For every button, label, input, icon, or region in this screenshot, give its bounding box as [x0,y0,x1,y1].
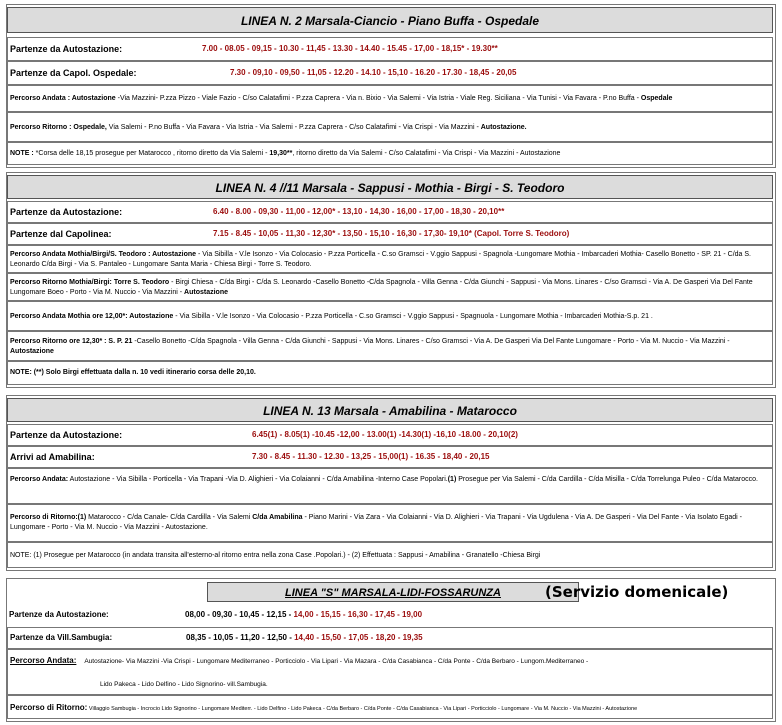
line13-dep-auto-times: 6.45(1) - 8.05(1) -10.45 -12,00 - 13.00(1) -14.30(1) -16,10 -18.00 - 20,10(2) [252,430,518,439]
line4-ritorno12-row [7,331,773,361]
line13-arr-label: Arrivi ad Amabilina: [10,452,95,462]
lineS-ritorno-row [7,695,773,719]
line2-ritorno-end: Autostazione. [480,124,527,131]
line2-block [6,4,776,168]
line2-dep-osp-label: Partenze da Capol. Ospedale: [10,68,137,78]
line13-ritorno-route-2: - Piano Marini - Via Zara - Via Colaianni - Via D. Alighieri - Via Trapani - Via Ugdulena - Via A. De Gasperi - Via Del Fante - Via Isolato Egadi - Lungomare - Porto - Via M. Nuccio - Via Mazzini - Autostazione. [10,514,742,531]
line4-ritorno12-text [10,337,770,357]
lineS-andata-text [10,656,588,667]
line2-dep-auto-row [7,37,773,61]
line4-note-label: NOTE: [10,369,32,376]
lineS-dep-auto-row [7,605,773,627]
line13-note-text: NOTE: (1) Prosegue per Matarocco (in andata transita all'esterno-al ritorno entra nella zona Case .Popolari.) - (2) Effettuata : Sappusi - Amabilina - Granatello -Chiesa Birgi [10,552,541,559]
line13-dep-auto-row [7,424,773,446]
line13-title: LINEA N. 13 Marsala - Amabilina - Matarocco [7,398,773,422]
line4-andata-text [10,250,770,270]
line13-dep-auto-label: Partenze da Autostazione: [10,430,123,440]
line4-andata-row [7,245,773,273]
line4-note-text [10,368,256,378]
line2-ritorno-text [10,123,527,133]
line4-title: LINEA N. 4 //11 Marsala - Sappusi - Mothia - Birgi - S. Teodoro [7,175,773,199]
lineS-andata-row [7,649,773,695]
lineS-dep-auto-times-red: 14,00 - 15,15 - 16,30 - 17,45 - 19,00 [293,610,423,619]
line2-note-label: NOTE : [10,150,34,157]
line4-ritorno-label: Percorso Ritorno Mothia/Birgi: Torre S. Teodoro [10,279,170,286]
line2-andata-text [10,94,672,104]
line13-ritorno-label: Percorso di Ritorno:(1) [10,514,87,521]
lineS-andata-label: Percorso Andata: [10,656,77,665]
line2-note-body-2: , ritorno diretto da Via Salemi - C/so Calatafimi - Via Crispi - Via Mazzini - Autostazione [292,150,561,157]
line13-ritorno-text [10,513,770,533]
lineS-ritorno-text [10,703,637,714]
line4-dep-auto-row [7,201,773,223]
lineS-dep-auto-times-black: 08,00 - 09,30 - 10,45 - 12,15 - [185,610,294,619]
line4-ritorno12-end: Autostazione [10,348,54,355]
line4-andata12-route: - Via Sibilla - V.le Isonzo - Via Colocasio - P.zza Porticella - C.so Gramsci - V.ggio Sappusi - Spagnuola - Lungomare Mothia - Imbarcaderi Mothia-S.p. 21 . [173,313,653,320]
line4-andata-label: Percorso Andata Mothia/Birgi/S. Teodoro : Autostazione [10,251,197,258]
line4-dep-auto-label: Partenze da Autostazione: [10,207,123,217]
line4-note-row [7,361,773,385]
lineS-dep-vill-label: Partenze da Vill.Sambugia: [10,633,113,642]
line2-andata-end: Ospedale [640,95,673,102]
line13-note-row [7,542,773,568]
line4-dep-cap-row [7,223,773,245]
line2-title: LINEA N. 2 Marsala-Ciancio - Piano Buffa - Ospedale [7,7,773,33]
line4-ritorno12-route: -Casello Bonetto -C/da Spagnola - Villa Genna - C/da Giunchi - Sappusi - Via Mons. Linares - C/so Gramsci - Via A. De Gasperi Via Del Fante Lungomare - Porto - Via M. Nuccio - Via Mazzini - [132,338,730,345]
line13-andata-bold: (1) [447,476,457,483]
line4-andata12-row [7,301,773,331]
lineS-ritorno-route: Villaggio Sambugia - Incrocio Lido Signorino - Lungomare Mediterr. - Lido Delfino - Lido Pakeca - C/da Berbaro - C/da Ponte - C/da Casabianca - Via Lipari - Porticciolo - Lungomare - Via M. Nuccio - Via Mazzini - Autostazione [87,706,638,712]
lineS-dep-auto-times [185,610,422,619]
line13-andata-route: Autostazione - Via Sibilla - Porticella - Via Trapani -Via D. Alighieri - Via Colaianni - C/da Amabilina -Interno Case Popolari. [68,476,448,483]
line4-block [6,172,776,388]
line13-ritorno-bold: C/da Amabilina [252,514,303,521]
lineS-dep-vill-times-black: 08,35 - 10,05 - 11,20 - 12,50 - [186,633,295,642]
lineS-dep-vill-row [7,627,773,649]
lineS-ritorno-label: Percorso di Ritorno: [10,703,88,712]
lineS-service: (Servizio domenicale) [545,583,729,601]
line2-ritorno-label: Percorso Ritorno : Ospedale, [10,124,107,131]
line4-ritorno-row [7,273,773,301]
line2-note-bold: 19,30** [269,150,293,157]
line4-dep-cap-label: Partenze dal Capolinea: [10,229,112,239]
line4-note-body: (**) Solo Birgi effettuata dalla n. 10 vedi itinerario corsa delle 20,10. [31,369,256,376]
line2-andata-label: Percorso Andata : Autostazione [10,95,116,102]
lineS-dep-vill-times [186,633,423,642]
line2-andata-row [7,85,773,112]
line13-ritorno-row [7,504,773,542]
line2-ritorno-row [7,112,773,142]
line2-andata-route: -Via Mazzini- P.zza Pizzo - Viale Fazio - C/so Calatafimi - P.zza Caprera - Via n. Bixio - Via Salemi - Via Istria - Viale Reg. Siciliana - Via Tunisi - Via Favara - P.no Buffa - [115,95,641,102]
line2-note-row [7,142,773,165]
lineS-andata-text-2: Lido Pakeca - Lido Delfino - Lido Signorino- vill.Sambugia. [100,681,268,688]
lineS-title: LINEA "S" MARSALA-LIDI-FOSSARUNZA [207,582,579,602]
line2-dep-auto-times: 7.00 - 08.05 - 09,15 - 10.30 - 11,45 - 13.30 - 14.40 - 15.45 - 17,00 - 18,15* - 19.30** [202,44,498,53]
line2-dep-auto-label: Partenze da Autostazione: [10,44,123,54]
line4-ritorno12-label: Percorso Ritorno ore 12,30* : S. P. 21 [10,338,133,345]
line4-andata12-text [10,312,653,322]
line13-andata-row [7,468,773,504]
line13-andata-label: Percorso Andata: [10,476,69,483]
line4-ritorno-route: - Birgi Chiesa - C/da Birgi - C/da S. Leonardo -Casello Bonetto -C/da Spagnola - Villa Genna - C/da Giunchi - Sappusi - Via Mons. Linares - C/so Gramsci - Via A. De Gasperi Via Del Fante Lungomare Boeo - Porto - Via M. Nuccio - Via Mazzini - [10,279,753,296]
line13-andata-text [10,475,770,485]
line2-note-text [10,149,560,159]
line2-dep-osp-row [7,61,773,85]
lineS-andata-route: Autostazione- Via Mazzini -Via Crispi - Lungomare Mediterraneo - Porticciolo - Via Lipari - Via Mazara - C/da Casabianca - C/da Ponte - C/da Berbaro - Lungom.Mediterraneo - [84,658,589,665]
line2-ritorno-route: Via Salemi - P.no Buffa - Via Favara - Via Istria - Via Salemi - P.zza Caprera - C/so Calatafimi - Via Crispi - Via Mazzini - [106,124,481,131]
line4-ritorno-text [10,278,770,298]
line4-andata12-label: Percorso Andata Mothia ore 12,00*: Autostazione [10,313,174,320]
lineS-dep-vill-times-red: 14,40 - 15,50 - 17,05 - 18,20 - 19,35 [294,633,423,642]
line4-dep-auto-times: 6.40 - 8.00 - 09,30 - 11,00 - 12,00* - 13,10 - 14,30 - 16,00 - 17,00 - 18,30 - 20,10** [213,207,505,216]
line13-arr-times: 7.30 - 8.45 - 11.30 - 12.30 - 13,25 - 15,00(1) - 16.35 - 18,40 - 20,15 [252,452,490,461]
lineS-dep-auto-label: Partenze da Autostazione: [9,610,109,619]
line13-block [6,395,776,571]
line2-dep-osp-times: 7.30 - 09,10 - 09,50 - 11,05 - 12.20 - 14.10 - 15,10 - 16.20 - 17.30 - 18,45 - 20,05 [230,68,517,77]
line13-andata-route-2: Prosegue per Via Salemi - C/da Cardilla - C/da Misilla - C/da Torrelunga Puleo - C/da Matarocco. [456,476,758,483]
line2-note-body: *Corsa delle 18,15 prosegue per Matarocco , ritorno diretto da Via Salemi - [33,150,270,157]
line13-ritorno-route: Matarocco - C/da Canale- C/da Cardilla - Via Salemi [86,514,253,521]
line4-andata-route: - Via Sibilla - V.le Isonzo - Via Colocasio - P.zza Porticella - C.so Gramsci - V.ggio Sappusi - Spagnola -Lungomare Mothia - Imbarcaderi Mothia- Casello Bonetto - SP. 21 - C/da S. Leonardo C/da Birgi - Via S. Pantaleo - Lungomare Santa Maria - Chiesa Birgi - Torre S. Teodoro. [10,251,751,268]
line4-dep-cap-times: 7.15 - 8.45 - 10,05 - 11,30 - 12,30* - 13,50 - 15,10 - 16,30 - 17,30- 19,10* (Capol. Torre S. Teodoro) [213,229,570,238]
lineS-block [6,578,776,722]
line13-arr-row [7,446,773,468]
line4-ritorno-end: Autostazione [184,289,228,296]
